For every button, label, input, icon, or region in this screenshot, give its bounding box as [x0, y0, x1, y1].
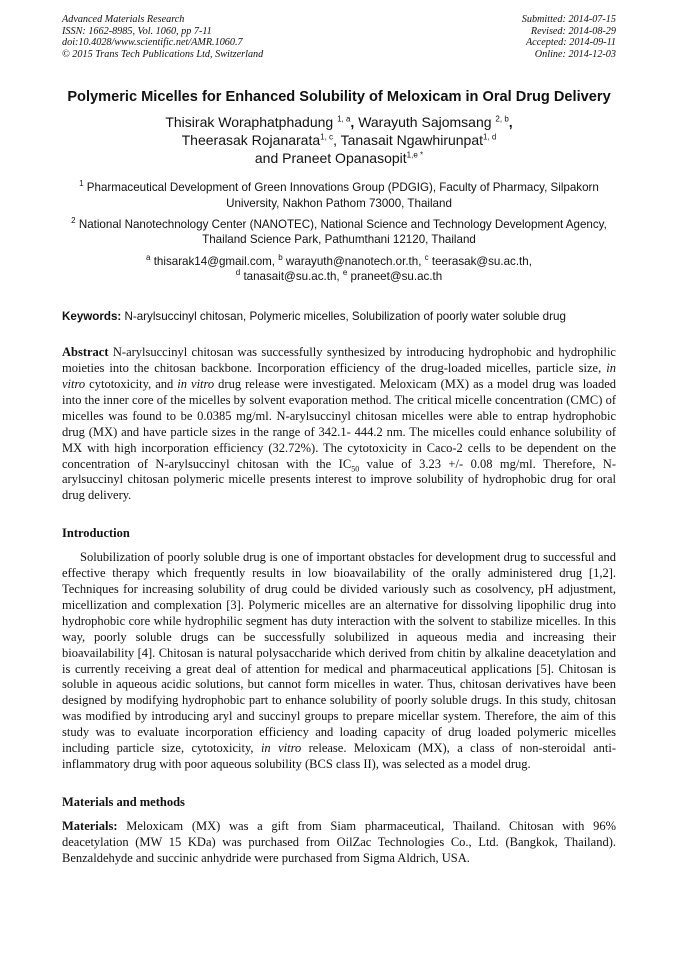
email-a-sup: a — [146, 252, 151, 262]
author-separator: , — [508, 114, 513, 131]
keywords — [62, 309, 616, 324]
keywords-text: N-arylsuccinyl chitosan, Polymeric micelles, Solubilization of poorly water soluble drug — [121, 310, 566, 324]
date-submitted: Submitted: 2014-07-15 — [521, 14, 616, 25]
abstract-italic: in vitro — [62, 361, 616, 391]
affiliation-1-sup: 1 — [79, 179, 84, 189]
author-emails — [62, 254, 616, 285]
author-3: Theerasak Rojanarata — [181, 132, 321, 149]
affiliation-1-text: Pharmaceutical Development of Green Innovations Group (PDGIG), Faculty of Pharmacy, Silpakorn University, Nakhon Pathom 73000, Thailand — [83, 181, 599, 210]
affiliation-1 — [62, 180, 616, 211]
keywords-label: Keywords: — [62, 310, 122, 324]
author-4: Tanasait Ngawhirunpat — [340, 132, 484, 149]
email-a: thisarak14@gmail.com, — [150, 254, 279, 268]
introduction-text: release. Meloxicam (MX), a class of non-steroidal anti-inflammatory drug with poor aqueous solubility (BCS class II), was selected as a model drug. — [62, 741, 616, 771]
journal-issn: ISSN: 1662-8985, Vol. 1060, pp 7-11 — [62, 25, 212, 37]
abstract-italic: in vitro — [177, 376, 215, 391]
materials-text: Meloxicam (MX) was a gift from Siam pharmaceutical, Thailand. Chitosan with 96% deacetylation (MW 15 KDa) was purchased from OilZac Technologies Co., Ltd. (Bangkok, Thailand). Benzaldehyde and succinic anhydride were purchased from Sigma Aldrich, USA. — [62, 818, 616, 865]
introduction-italic: in vitro — [260, 741, 302, 756]
methods-heading: Materials and methods — [62, 794, 185, 809]
abstract-text: value of 3.23 +/- 0.08 mg/ml. Therefore, N-arylsuccinyl chitosan polymeric micelle presents interest to improve solubility of hydrophobic drug for oral drug delivery. — [62, 456, 616, 503]
introduction-heading: Introduction — [62, 526, 130, 541]
paper-title: Polymeric Micelles for Enhanced Solubility of Meloxicam in Oral Drug Delivery — [67, 89, 611, 106]
date-online: Online: 2014-12-03 — [534, 48, 616, 60]
author-1: Thisirak Woraphatphadung — [165, 114, 338, 131]
author-2: Warayuth Sajomsang — [358, 114, 496, 131]
journal-name: Advanced Materials Research — [62, 14, 185, 25]
author-1-sup: 1, a — [337, 114, 351, 124]
email-c-sup: c — [424, 252, 429, 262]
journal-header — [62, 14, 616, 60]
author-list — [62, 113, 616, 167]
abstract-text: cytotoxicity, and — [85, 376, 178, 391]
journal-doi: doi:10.4028/www.scientific.net/AMR.1060.7 — [62, 37, 243, 49]
author-5: Praneet Opanasopit — [282, 150, 407, 167]
email-d-sup: d — [235, 268, 241, 277]
email-b-sup: b — [278, 252, 283, 262]
abstract-text: N-arylsuccinyl chitosan was successfully synthesized by introducing hydrophobic and hydrophilic moieties into the chitosan backbone. Incorporation efficiency of the drug-loaded micelles, particle size, — [62, 345, 616, 376]
abstract-text: drug release were investigated. Meloxicam (MX) as a model drug was loaded into the inner core of the micelles by solvent evaporation method. The critical micelle concentration (CMC) of micelles was found to be 0.0385 mg/ml. N-arylsuccinyl chitosan micelles were able to entrap hydrophobic drug (MX) and have particle sizes in the range of 342.1- 444.2 nm. The micelles could enhance solubility of MX with high incorporation efficiency (32.72%). The cytotoxicity in Caco-2 cells to be dependent on the concentration of N-arylsuccinyl chitosan with the IC — [62, 376, 617, 471]
author-2-sup: 2, b — [495, 114, 509, 124]
affiliations — [62, 180, 616, 247]
author-separator: , — [333, 132, 341, 149]
date-revised: Revised: 2014-08-29 — [530, 25, 616, 37]
author-5-sup: 1,e * — [406, 150, 424, 160]
materials-paragraph — [62, 819, 616, 867]
author-3-sup: 1, c — [320, 132, 334, 142]
affiliation-2-sup: 2 — [71, 216, 76, 226]
journal-info — [62, 14, 263, 60]
abstract-label: Abstract — [62, 345, 109, 360]
abstract-subscript: 50 — [351, 464, 360, 473]
author-4-sup: 1, d — [483, 132, 497, 142]
email-e: praneet@su.ac.th — [347, 269, 443, 283]
email-e-sup: e — [342, 268, 348, 277]
abstract — [62, 345, 616, 504]
materials-label: Materials: — [62, 818, 118, 833]
email-c: teerasak@su.ac.th, — [428, 254, 532, 268]
author-and: and — [254, 150, 283, 167]
introduction-paragraph — [62, 550, 616, 773]
email-d: tanasait@su.ac.th, — [240, 269, 343, 283]
publication-dates — [522, 14, 616, 60]
introduction-text: Solubilization of poorly soluble drug is one of important obstacles for development drug to successful and effective therapy which frequently results in low bioavailability of the orally administered drug [1,2]. Techniques for increasing solubility of drug could be divided variously such as cosolvency, pH adjustment, micellization and complexation [3]. Polymeric micelles are an alternative for dissolving lipophilic drug into hydrophobic core while hydrophilic segment has duty interaction with the solvent to stabilize micelles. In this way, poorly soluble drugs can be successfully solubilized in aqueous media and increasing their bioavailability [4]. Chitosan is natural polysaccharide which derived from chitin by alkaline deacetylation and is currently receiving a great deal of attention for medical and pharmaceutical applications [5]. Chitosan is soluble in aqueous acidic solutions, but cannot form micelles in water. Thus, chitosan derivatives have been designed by modifying hydrophobic part to enhance solubility of poorly soluble drugs. In this study, chitosan was modified by introducing aryl and succinyl groups to prepare micellar system. Therefore, the aim of this study was to evaluate incorporation efficiency and loading capacity of drug loaded polymeric micelles including particle size, cytotoxicity, — [62, 550, 616, 756]
author-separator: , — [350, 114, 359, 131]
journal-copyright: © 2015 Trans Tech Publications Ltd, Switzerland — [62, 48, 264, 60]
email-b: warayuth@nanotech.or.th, — [282, 254, 425, 268]
affiliation-2 — [62, 217, 616, 248]
date-accepted: Accepted: 2014-09-11 — [525, 37, 616, 49]
affiliation-2-text: National Nanotechnology Center (NANOTEC), National Science and Technology Development Agency, Thailand Science Park, Pathumthani 12120, Thailand — [75, 217, 607, 247]
